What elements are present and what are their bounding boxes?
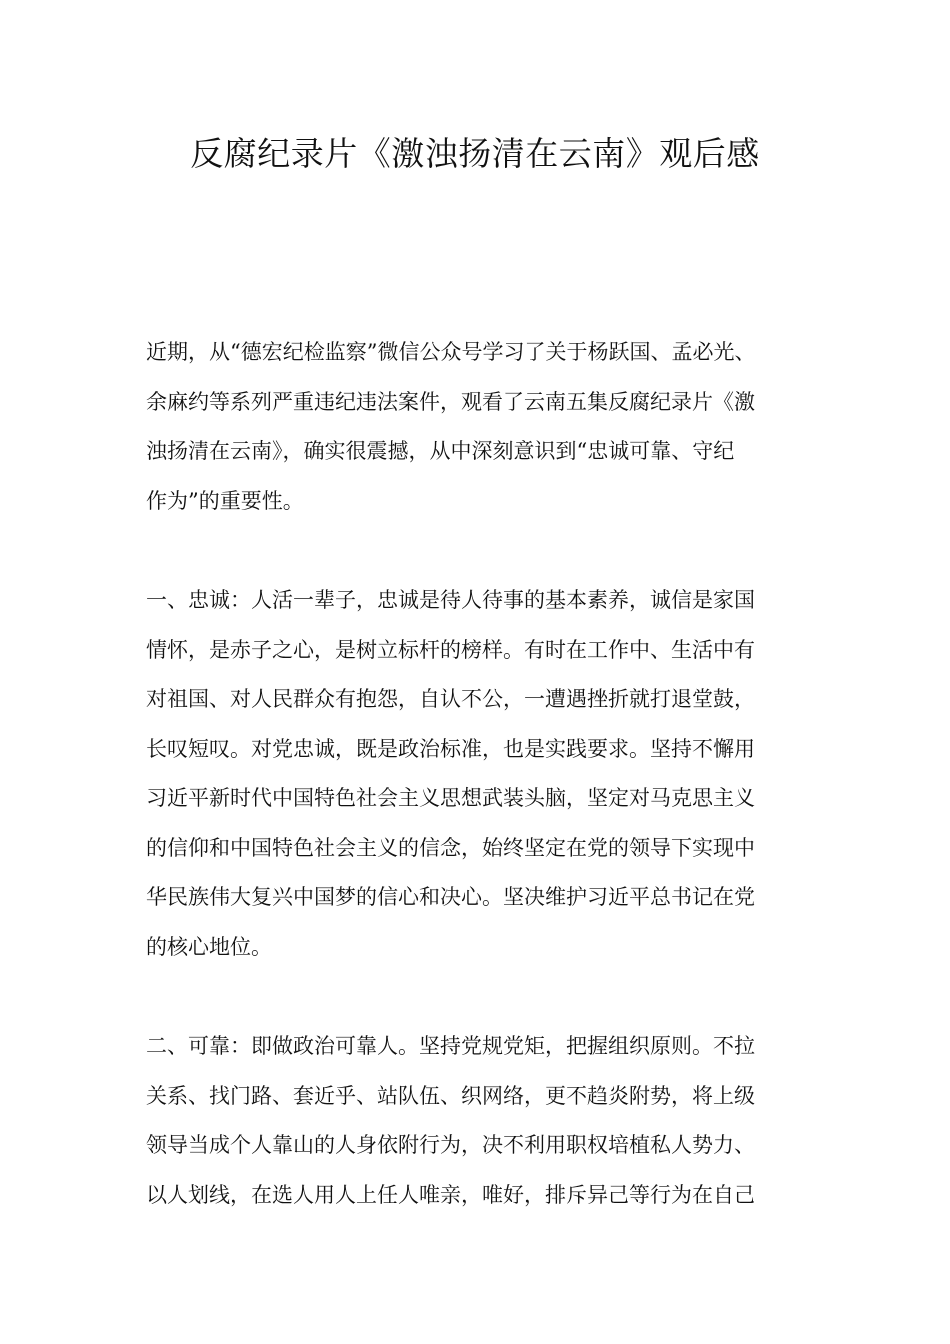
text-line: 长叹短叹。对党忠诚，既是政治标准，也是实践要求。坚持不懈用 — [146, 736, 755, 761]
text-line: 关系、找门路、套近乎、站队伍、织网络，更不趋炎附势，将上级 — [146, 1083, 755, 1108]
paragraph-loyalty — [146, 576, 818, 972]
text-line: 情怀，是赤子之心，是树立标杆的榜样。有时在工作中、生活中有 — [146, 637, 755, 662]
text-line: 对祖国、对人民群众有抱怨，自认不公，一遭遇挫折就打退堂鼓， — [146, 687, 755, 711]
text-line: 一、忠诚：人活一辈子，忠诚是待人待事的基本素养，诚信是家国 — [146, 588, 755, 612]
text-line: 以人划线，在选人用人上任人唯亲，唯好，排斥异己等行为在自己 — [146, 1182, 755, 1207]
paragraph-intro — [146, 328, 818, 526]
text-line: 余麻约等系列严重违纪违法案件，观看了云南五集反腐纪录片《激 — [146, 389, 755, 414]
text-line: 近期，从“德宏纪检监察”微信公众号学习了关于杨跃国、孟必光、 — [146, 340, 756, 364]
text-line: 的核心地位。 — [146, 934, 272, 959]
text-line: 二、可靠：即做政治可靠人。坚持党规党矩，把握组织原则。不拉 — [146, 1034, 755, 1058]
text-line: 浊扬清在云南》，确实很震撼，从中深刻意识到“忠诚可靠、守纪 — [146, 439, 735, 463]
text-line: 的信仰和中国特色社会主义的信念，始终坚定在党的领导下实现中 — [146, 835, 755, 860]
document-title: 反腐纪录片《激浊扬清在云南》观后感 — [190, 134, 760, 173]
text-line: 华民族伟大复兴中国梦的信心和决心。坚决维护习近平总书记在党 — [146, 885, 755, 909]
text-line: 习近平新时代中国特色社会主义思想武装头脑，坚定对马克思主义 — [146, 786, 755, 810]
text-line: 领导当成个人靠山的人身依附行为，决不利用职权培植私人势力、 — [146, 1133, 755, 1157]
paragraph-reliability — [146, 1022, 818, 1220]
text-line: 作为”的重要性。 — [146, 488, 304, 513]
